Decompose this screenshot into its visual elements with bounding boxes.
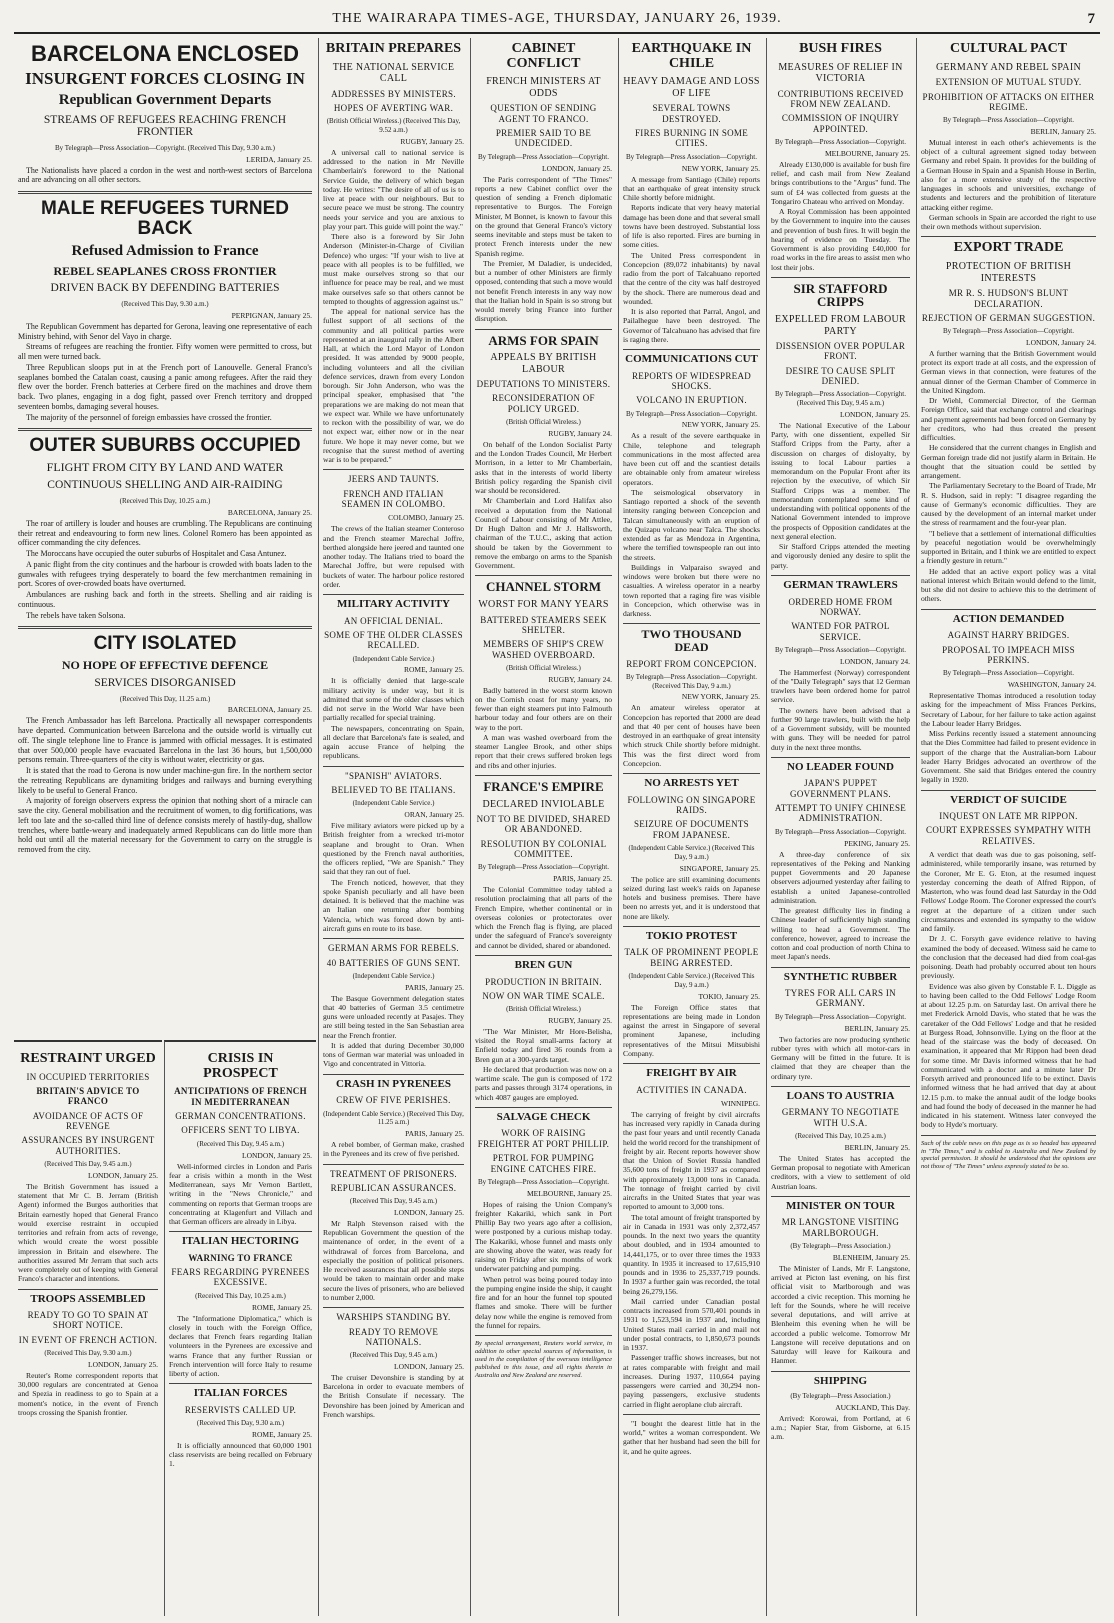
subhead: COURT EXPRESSES SYMPATHY WITH RELATIVES. [926, 825, 1091, 846]
divider [921, 609, 1096, 610]
divider [623, 926, 760, 927]
subhead: RESOLUTION BY COLONIAL COMMITTEE. [480, 838, 607, 860]
article-body: Two factories are now producing synthetic rubber tyres with which all motor-cars in Germany will be fitted in the future. It is claimed that they are cheaper than the ordinary tyre. [771, 1034, 910, 1081]
divider [771, 1196, 910, 1197]
divider [18, 428, 312, 431]
dateline: NEW YORK, January 25. [681, 692, 760, 702]
article-body: The Republican Government has departed for Gerona, leaving one representative of each Ministry behind, with Senor del Vayo in charge. Streams of refugees are reaching the frontier. Fifty women were permitted to cross, but all men were turned back. Three Republican sloops put in at the French port of Lanouvelle. General Franco's seaplanes bombed the Catalan coast, causing a panic among refugees. After the raid they flew over the border. French batteries at Cerbere fired on the machines and drove them back. Two planes, engaging in a dog fight, passed over French territory and dropped seventeen bombs, damaging several houses. The majority of the personnel of foreign embassies have crossed the frontier. [18, 321, 312, 422]
times-note: Such of the cable news on this page as is so headed has appeared in "The Times," and is cabled to Australia and New Zealand by special permission. It should be understood that the opinions are not those of "The Times" unless expressly stated to be so. [921, 1139, 1096, 1171]
credit: By Telegraph—Press Association—Copyright. [774, 827, 906, 836]
divider [18, 626, 312, 629]
credit: By Telegraph—Press Association—Copyright. (Received This Day, 9.30 a.m.) [54, 143, 276, 152]
divider [921, 236, 1096, 237]
dateline: SINGAPORE, January 25. [679, 863, 760, 873]
headline-sir-stafford-cripps: SIR STAFFORD CRIPPS [793, 280, 888, 310]
headline-communications-cut: COMMUNICATIONS CUT [625, 353, 758, 365]
dateline: RUGBY, January 25. [548, 1015, 612, 1025]
headline-german-trawlers: GERMAN TRAWLERS [783, 578, 898, 591]
subhead: IN EVENT OF FRENCH ACTION. [18, 1334, 158, 1345]
headline-tokio-protest: TOKIO PROTEST [645, 929, 738, 942]
dateline: BARCELONA, January 25. [227, 507, 312, 517]
subhead: BATTERED STEAMERS SEEK SHELTER. [480, 614, 607, 635]
divider [623, 349, 760, 350]
subhead: PETROL FOR PUMPING ENGINE CATCHES FIRE. [490, 1153, 597, 1174]
headline-cultural-pact: CULTURAL PACT [949, 41, 1068, 56]
credit: By Telegraph—Press Association—Copyright. [477, 863, 609, 872]
subhead: WARSHIPS STANDING BY. [336, 1312, 451, 1323]
divider [323, 938, 464, 939]
article-body: "The War Minister, Mr Hore-Belisha, visited the Royal small-arms factory at Enfield today and fired 36 rounds from a Bren gun at a 300-yards target. He declared that production was now on a wartime scale. The gun is composed of 172 parts and passes through 3174 operations, in which 4087 gauges are employed. [475, 1026, 612, 1102]
subhead: INSURGENT FORCES CLOSING IN [25, 69, 305, 89]
dateline: BARCELONA, January 25. [227, 705, 312, 715]
article-body: A message from Santiago (Chile) reports that an earthquake of great intensity struck Chile shortly before midnight. Reports indicate that very heavy material damage has been done and that several small towns have been destroyed. Substantial loss of life is also reported. Fires are burning in some cities. The United Press correspondent in Concepcion (89,072 inhabitants) by naval radio from the port of Talcahuano reported that the centre of the city was half destroyed by the shock. There are numerous dead and wounded. It is also reported that Parral, Angol, and Pailalhegue have been destroyed. The Governor of Talcahuano has advised that fire is raging there. [623, 174, 760, 344]
reuters-note: By special arrangement, Reuters world service, in addition to other special sources of information, is used in the compilation of the overseas intelligence published in this issue, and all rights therein in Australia and New Zealand are reserved. [475, 1340, 612, 1379]
headline-export-trade: EXPORT TRADE [953, 240, 1064, 256]
article-body: A rebel bomber, of German make, crashed in the Pyrenees and its crew of five perished. [323, 1140, 464, 1159]
subhead: DESIRE TO CAUSE SPLIT DENIED. [785, 365, 896, 387]
subhead: FOLLOWING ON SINGAPORE RAIDS. [627, 794, 756, 815]
article-body: As a result of the severe earthquake in Chile, telephone and telegraph communications in the most affected area have been cut off and the scantiest details are obtainable only from amateur wireless operators. The seismological observatory in Santiago reported a shock of the seventh intensity ranging between Concepcion and Talcan simultaneously with an eruption of the Quizapu volcano near Talca. The shocks extended as far as Mendoza in Argentina, where the terrified townspeople ran out into the streets. Buildings in Valparaiso swayed and windows were broken but there were no casualties. A wireless operator in a nearby town reported that a raging fire was visible in Concepcion, which otherwise was in darkness. [623, 431, 760, 619]
subhead: ASSURANCES BY INSURGENT AUTHORITIES. [21, 1135, 155, 1156]
credit: (Received This Day, 9.45 a.m.) [44, 1160, 132, 1169]
subhead: NOW ON WAR TIME SCALE. [482, 990, 605, 1001]
credit: By Telegraph—Press Association—Copyright. [774, 1012, 906, 1021]
headline-restraint-urged: RESTRAINT URGED [20, 1051, 156, 1066]
subhead: BRITAIN'S ADVICE TO FRANCO [36, 1086, 140, 1107]
article-body: Arrived: Korowai, from Portland, at 6 a.m.; Napier Star, from Gisborne, at 6.15 a.m. [771, 1413, 910, 1442]
subhead: DECLARED INVIOLABLE [482, 798, 605, 810]
divider [323, 766, 464, 767]
credit: By Telegraph—Press Association—Copyright. (Received This Day, 9 a.m.) [625, 672, 757, 690]
subhead: REPUBLICAN ASSURANCES. [330, 1182, 457, 1193]
masthead [14, 8, 1100, 34]
subhead: PREMIER SAID TO BE UNDECIDED. [495, 128, 592, 149]
divider [475, 955, 612, 956]
subhead: PRODUCTION IN BRITAIN. [485, 976, 602, 987]
credit: (Independent Cable Service.) (Received This Day, 11.25 a.m.) [323, 1109, 464, 1127]
subhead: PROPOSAL TO IMPEACH MISS PERKINS. [942, 644, 1075, 665]
article-body: The National Executive of the Labour Party, with one dissentient, expelled Sir Stafford Cripps from the Party, after a discussion on charges of disloyalty, by issuing to local Labour parties a memorandum on the Popular Front after its rejection by the executive, of which Sir Stafford Cripps was a member. The memorandum contemplated some kind of understanding with political opponents of the National Government intended to improve the prospects of Opposition candidates at the next general election. Sir Stafford Cripps attended the meeting and vigorously denied any desire to split the party. [771, 420, 910, 570]
divider [475, 775, 612, 776]
subhead: ATTEMPT TO UNIFY CHINESE ADMINISTRATION. [774, 803, 907, 824]
article-body: Badly battered in the worst storm known on the Cornish coast for many years, no fewer than eight steamers put into Falmouth harbour today and four others are on their way to the port. A man was washed overboard from the steamer Langlee Brook, and other ships report that their crews suffered broken legs and ribs and other injuries. [475, 685, 612, 770]
credit: By Telegraph—Press Association—Copyright. [625, 409, 757, 418]
divider [18, 191, 312, 194]
divider [475, 575, 612, 576]
dateline: NEW YORK, January 25. [681, 163, 760, 173]
article-body: The "Informatione Diplomatica," which is closely in touch with the Foreign Office, declares that French fears regarding Italian volunteers in the Pyrenees are excessive and warns France that any further Russian or French intervention will force Italy to resume liberty of action. [169, 1313, 312, 1379]
dateline: BERLIN, January 25. [844, 1023, 910, 1033]
column-cabinet-conflict [470, 38, 616, 1616]
subhead: APPEALS BY BRITISH LABOUR [490, 352, 597, 375]
subhead: READY TO REMOVE NATIONALS. [348, 1326, 439, 1347]
dateline: BLENHEIM, January 25. [832, 1252, 910, 1262]
dateline: ROME, January 25. [252, 1302, 312, 1312]
article-body: Reuter's Rome correspondent reports that 30,000 regulars are concentrated at Genoa and Spezia in readiness to go to Spain at a moment's notice, in the event of French troops crossing the Spanish frontier. [18, 1370, 158, 1417]
divider [475, 1335, 612, 1336]
credit: (British Official Wireless.) (Received This Day, 9.52 a.m.) [326, 117, 461, 135]
article-body: A further warning that the British Government would protect its export trade at all costs, and the expression of German views in that connection, were features of the annual dinner of the German Chamber of Commerce in the United Kingdom. Dr Wiehl, Commercial Director, of the German Foreign Office, said that exchange control and clearings and payment agreements had been forced on Germany by her creditors, who had thus created the present difficulties. He considered that the current changes in English and German foreign trade did not justify alarm in Britain. He thought that the situation could be settled by arrangement. The Parliamentary Secretary to the Board of Trade, Mr R. S. Hudson, said in reply: "I disagree regarding the cause of Germany's economic difficulties. They are caused by the development of an internal market under the stress of rearmament and the four-year plan. "I believe that a settlement of international difficulties by peaceful negotiation would be overwhelmingly supported in Britain, and I think we are entitled to expect a friendly gesture in return." He added that an active export policy was a vital national interest which Britain would defend to the limit, but she did not desire to achieve this to the detriment of others. [921, 348, 1097, 604]
subhead: FLIGHT FROM CITY BY LAND AND WATER [46, 460, 284, 475]
divider [623, 623, 760, 624]
article-body: "I bought the dearest little hat in the world," writes a woman correspondent. We gather that her husband had seen the bill for it, and he quite agrees. [623, 1418, 760, 1456]
column-crisis-in-prospect [164, 1040, 316, 1616]
dateline: WASHINGTON, January 24. [1007, 680, 1096, 690]
article-body: An amateur wireless operator at Concepcion has reported that 2000 are dead and that 40 per cent of houses have been destroyed in an earthquake of great intensity which struck Chile shortly before midnight. This was the first direct word from Concepcion. [623, 703, 760, 768]
divider [475, 329, 612, 330]
divider [921, 790, 1096, 791]
subhead: HOPES OF AVERTING WAR. [333, 103, 454, 114]
column-cultural-pact [916, 38, 1100, 1616]
subhead: FIRES BURNING IN SOME CITIES. [634, 128, 749, 149]
dateline: RUGBY, January 25. [400, 136, 464, 146]
article-body: Mutual interest in each other's achievements is the object of a cultural agreement signed today between Germany and rebel Spain. It provides for the building of a German House in Spain and a Spanish House in Berlin, also for a more extensive study of the respective languages in schools and universities, exchange of students and lecturers and the prohibition of literature attacking either regime. German schools in Spain are accorded the right to use their own methods without supervision. [921, 137, 1096, 232]
credit: By Telegraph—Press Association—Copyright. [774, 645, 906, 654]
headline-no-leader-found: NO LEADER FOUND [787, 760, 894, 773]
headline-crash-in-pyrenees: CRASH IN PYRENEES [336, 1077, 451, 1090]
headline-synthetic-rubber: SYNTHETIC RUBBER [783, 970, 898, 983]
dateline: LONDON, January 25. [88, 1170, 158, 1180]
article-body: Already £130,000 is available for bush fire relief, and cash mail from New Zealand brings contributions to the "Argus" fund. The sum of £4 was collected from guests at the Tongariro Chateau who arrived on Monday. A Royal Commission has been appointed by the Government to inquire into the causes and prevention of bush fires. It will begin the hearing of evidence on Tuesday. The Government is also providing £40,000 for road works in the fire areas to assist men who lost their jobs. [771, 159, 910, 272]
subhead: QUESTION OF SENDING AGENT TO FRANCO. [490, 103, 597, 124]
dateline: PARIS, January 25. [553, 874, 612, 884]
divider [771, 277, 910, 278]
subhead: DISSENSION OVER POPULAR FRONT. [775, 341, 906, 362]
column-britain-prepares [318, 38, 468, 1616]
divider [921, 1135, 1096, 1136]
subhead: GERMAN CONCENTRATIONS. [175, 1111, 306, 1122]
headline-verdict-of-suicide: VERDICT OF SUICIDE [950, 793, 1067, 806]
headline-italian-hectoring: ITALIAN HECTORING [181, 1235, 300, 1248]
credit: (Independent Cable Service.) (Received This Day, 9 a.m.) [628, 972, 755, 989]
credit: (Received This Day, 9.45 a.m.) [349, 1197, 438, 1206]
headline-cabinet-conflict: CABINET CONFLICT [506, 41, 581, 71]
subhead: SEVERAL TOWNS DESTROYED. [652, 103, 731, 124]
subhead: PROTECTION OF BRITISH INTERESTS [945, 261, 1072, 284]
headline-no-arrests-yet: NO ARRESTS YET [644, 777, 739, 790]
headline-channel-storm: CHANNEL STORM [486, 579, 601, 595]
article-body: Mr Ralph Stevenson raised with the Republican Government the question of the maintenance of order, in the event of a withdrawal of forces from Barcelona, and especially the position of political prisoners. He received assurances that all possible steps would be taken to maintain order and make secure the lives of prisoners, who are believed to number 2,000. [323, 1218, 464, 1302]
subhead: CONTRIBUTIONS RECEIVED FROM NEW ZEALAND. [777, 88, 904, 110]
subhead: NO HOPE OF EFFECTIVE DEFENCE [61, 658, 269, 673]
subhead: FRENCH MINISTERS AT ODDS [486, 76, 601, 99]
dateline: ROME, January 25. [404, 665, 464, 675]
subhead: JEERS AND TAUNTS. [348, 474, 439, 485]
article-body: The United States has accepted the German proposal to negotiate with American creditors, with a view to settlement of old Austrian loans. [771, 1153, 910, 1191]
divider [169, 1383, 312, 1384]
credit: (Received This Day, 9.45 a.m.) [349, 1351, 438, 1360]
dateline: BERLIN, January 25. [1030, 126, 1096, 136]
divider [323, 469, 464, 470]
credit: (Independent Cable Service.) [352, 654, 435, 663]
credit: (Received This Day, 9.45 a.m.) [196, 1139, 285, 1148]
credit: (Received This Day, 10.25 a.m.) [119, 497, 211, 506]
credit: (Independent Cable Service.) [352, 799, 435, 808]
credit: By Telegraph—Press Association—Copyright. [477, 152, 609, 161]
dateline: MELBOURNE, January 25. [527, 1188, 612, 1198]
divider [771, 1086, 910, 1087]
subhead: TYRES FOR ALL CARS IN GERMANY. [785, 988, 896, 1009]
subhead: 40 BATTERIES OF GUNS SENT. [326, 957, 461, 968]
subhead: READY TO GO TO SPAIN AT SHORT NOTICE. [27, 1310, 149, 1331]
subhead: SERVICES DISORGANISED [94, 676, 236, 689]
subhead: MEASURES OF RELIEF IN VICTORIA [778, 61, 903, 85]
divider [475, 1107, 612, 1108]
article-body: The cruiser Devonshire is standing by at Barcelona in order to evacuate members of the British Consulate if necessary. The Devonshire has been joined by American and French warships. [323, 1372, 464, 1419]
subhead: GERMANY AND REBEL SPAIN [936, 61, 1081, 73]
dateline: TOKIO, January 25. [698, 991, 760, 1001]
divider [771, 1371, 910, 1372]
subhead: MR R. S. HUDSON'S BLUNT DECLARATION. [948, 288, 1069, 309]
headline-britain-prepares: BRITAIN PREPARES [325, 41, 462, 56]
credit: By Telegraph—Press Association—Copyright. [625, 152, 757, 161]
subhead: TALK OF PROMINENT PEOPLE BEING ARRESTED. [624, 947, 759, 968]
article-body: The Hammerfest (Norway) correspondent of the "Daily Telegraph" says that 12 German trawlers have been ordered home for patrol service. The owners have been advised that a further 90 large trawlers, built with the help of a Government subsidy, will be mounted with guns. They will be needed for patrol duty in the next three months. [771, 667, 910, 752]
dateline: PERPIGNAN, January 25. [231, 310, 312, 320]
subhead: RESERVISTS CALLED UP. [184, 1404, 297, 1415]
credit: (Received This Day, 10.25 a.m.) [795, 1132, 886, 1141]
credit: (Received This Day, 9.30 a.m.) [44, 1349, 132, 1358]
subhead: REPORT FROM CONCEPCION. [626, 658, 757, 669]
credit: (By Telegraph—Press Association.) [790, 1392, 891, 1401]
dateline: LONDON, January 25. [542, 163, 612, 173]
dateline: LONDON, January 24. [840, 656, 910, 666]
dateline: RUGBY, January 24. [548, 674, 612, 684]
divider [323, 1307, 464, 1308]
dateline: AUCKLAND, This Day. [835, 1402, 910, 1412]
credit: (Independent Cable Service.) [352, 971, 435, 980]
dateline: LONDON, January 24. [1026, 337, 1096, 347]
subhead: WORK OF RAISING FREIGHTER AT PORT PHILLIP. [477, 1128, 610, 1149]
subhead: FRENCH AND ITALIAN SEAMEN IN COLOMBO. [341, 488, 446, 510]
subhead: JAPAN'S PUPPET GOVERNMENT PLANS. [790, 778, 891, 799]
subhead: REPORTS OF WIDESPREAD SHOCKS. [631, 370, 752, 391]
dateline: ORAN, January 25. [404, 810, 464, 820]
article-body: The roar of artillery is louder and houses are crumbling. The Republicans are continuing their retreat and endeavouring to form new lines. Colonel Romero has been appointed as officer commanding the city defences. The Moroccans have occupied the outer suburbs of Hospitalet and Casa Antunez. A panic flight from the city continues and the harbour is crowded with boats laden to the gunwales with refugees trying desperately to board the few merchantmen remaining in port. Scores of over-crowded boats have overturned. Ambulances are rushing back and forth in the streets. Shelling and air raiding is continuous. The rebels have taken Solsona. [18, 518, 312, 620]
article-body: Representative Thomas introduced a resolution today asking for the impeachment of Miss Frances Perkins, Secretary of Labour, for her failure to take action against the Labour leader Harry Bridges. Miss Perkins recently issued a statement announcing that the Dies Committee had failed to present evidence in support of the charge that the Australian-born Labour leader Harry Bridges advocated an overthrow of the Government. She said that Bridges entered the country legally in 1920. [921, 691, 1096, 785]
column-barcelona [14, 38, 316, 1073]
credit: (Received This Day, 10.25 a.m.) [195, 1291, 286, 1300]
subhead: IN OCCUPIED TERRITORIES [26, 1071, 150, 1082]
credit: (Received This Day, 9.30 a.m.) [196, 1419, 285, 1428]
credit: By Telegraph—Press Association—Copyright. (Received This Day, 9.45 a.m.) [774, 390, 906, 408]
divider [18, 1289, 158, 1290]
divider [169, 1231, 312, 1232]
subhead: REBEL SEAPLANES CROSS FRONTIER [53, 263, 277, 278]
subhead: SEIZURE OF DOCUMENTS FROM JAPANESE. [633, 819, 749, 840]
subhead: AVOIDANCE OF ACTS OF REVENGE [32, 1110, 144, 1132]
subhead: BELIEVED TO BE ITALIANS. [331, 785, 456, 796]
article-body: The British Government has issued a statement that Mr C. B. Jerram (British Agent) informed the Burgos authorities that Britain earnestly hoped that General Franco would exercise restraint in occupied territories and refrain from acts of revenge, which would create the worst possible impression in Britain and elsewhere. The authorities assured Mr Jerram that such acts were completely out of keeping with General Franco's character and intentions. [18, 1181, 158, 1284]
subhead: EXTENSION OF MUTUAL STUDY. [935, 77, 1082, 88]
subhead: Refused Admission to France [71, 243, 259, 260]
article-body: The crews of the Italian steamer Conteroso and the French steamer Marechal Joffre, berthed alongside here jeered and taunted one another today. The Italians tried to board the Marechal Joffre, but were repulsed with buckets of water. The harbour police restored order. [323, 524, 464, 589]
article-body: The French Ambassador has left Barcelona. Practically all newspaper correspondents have departed. Communication between Barcelona and the outside world is virtually cut off. The single telephone line to France is jammed with official messages. It is estimated that over 500,000 people have evacuated Barcelona in the last 36 hours, but 1,500,000 persons remain. Three-quarters of the city is without water, electricity or gas. It is stated that the road to Gerona is now under machine-gun fire. In the northern sector the retreating Republicans are dynamiting bridges and railways and burning everything likely to be useful to General Franco. A majority of foreign observers express the opinion that nothing short of a miracle can save the city. General mobilisation and the recruitment of women, to dig fortifications, was left too late and the so-called third line of defence consists merely of hastily-dug, shallow trenches, where battle-weary and inadequately armed Republicans can do little more than hold out until all the material necessary for the Government to carry on the struggle is removed from the city. [18, 716, 312, 855]
article-body: Well-informed circles in London and Paris fear a crisis within a month in the West Mediterranean, says Mr Vernon Bartlett, writing in the "News Chronicle," and commenting on reports that German troops are concentrating at Klagenfurt and Villach and that German officers are already in Libya. [169, 1161, 312, 1226]
article-body: The Basque Government delegation states that 40 batteries of German 3.5 centimetre guns were unloaded recently at Pasajes. They are still being tested in the San Sebastian area near the French frontier. It is added that during December 30,000 tons of German war material was unloaded in Vigo and concentrated in Vittoria. [323, 993, 464, 1069]
subhead: GERMAN ARMS FOR REBELS. [328, 943, 459, 954]
page-number: 7 [1087, 11, 1096, 27]
subhead: EXPELLED FROM LABOUR PARTY [774, 314, 906, 337]
subhead: CREW OF FIVE PERISHES. [336, 1095, 451, 1106]
subhead: AGAINST HARRY BRIDGES. [947, 630, 1070, 641]
headline-city-isolated: CITY ISOLATED [93, 633, 237, 655]
divider [771, 757, 910, 758]
subhead: HEAVY DAMAGE AND LOSS OF LIFE [623, 76, 760, 99]
subhead: VOLCANO IN ERUPTION. [636, 395, 747, 406]
dateline: PARIS, January 25. [405, 1129, 464, 1138]
headline-military-activity: MILITARY ACTIVITY [337, 598, 450, 611]
article-body: A three-day conference of six representatives of the Peking and Nanking puppet Governments and 20 Japanese observers adjourned yesterday after failing to establish a united Japanese-controlled administration. The greatest difficulty lies in finding a Chinese leader of sufficiently high standing willing to head a Government. The conference, however, agreed to increase the cotton and coal production of north China to meet Japan's needs. [771, 849, 910, 962]
divider [323, 1164, 464, 1165]
dateline: RUGBY, January 24. [548, 428, 612, 438]
credit: (British Official Wireless.) [506, 1005, 581, 1014]
subhead: TREATMENT OF PRISONERS. [329, 1168, 457, 1179]
article-body: The Colonial Committee today tabled a resolution proclaiming that all parts of the French Empire, whether continental or in overseas colonies or protectorates over which the French flag is flying, are placed under the safeguard of France's sovereignty and cannot be divided, shared or abandoned. [475, 885, 612, 950]
headline-minister-on-tour: MINISTER ON TOUR [785, 1199, 895, 1212]
headline-crisis-in-prospect: CRISIS IN PROSPECT [203, 1051, 278, 1081]
article-body: The police are still examining documents seized during last week's raids on Japanese hotels and business premises. There have been no arrests yet, and it is understood that none are likely. [623, 874, 760, 921]
subhead: OFFICERS SENT TO LIBYA. [181, 1125, 300, 1136]
headline-freight-by-air: FREIGHT BY AIR [646, 1067, 737, 1080]
dateline: WINNIPEG. [721, 1098, 760, 1108]
subhead: DEPUTATIONS TO MINISTERS. [476, 379, 611, 390]
article-body: A verdict that death was due to gas poisoning, self-administered, while temporarily insane, was returned by the Coroner, Mr E. G. Eton, at the resumed inquest yesterday concerning the death of Alfred Rippon, of Masterton, who was found dead last Saturday in the Odd Fellows' Lodge Room. The Coroner expressed the court's regret at the departure of a citizen under such circumstances and extended its sympathy to the widow and family. Dr J. C. Forsyth gave evidence relative to having examined the body of deceased. Witness said he came to the conclusion that the deceased had died from coal-gas poisoning. Death had probably occurred about ten hours previously. Evidence was also given by Constable F. L. Diggle as to having been called to the Odd Fellows' Lodge Room at about 12.25 p.m. on Saturday last. On arrival there he met Frederick Arnold Davis, who stated that he was the caretaker of the Odd Fellows' Lodge and that he resided at Burgess Road, Johnsonville. Lying on the floor at the head of the staircase was the body of deceased. On examination, it appeared that Mr Rippon had been dead for some time. Mr Davis informed witness that he had communicated with a doctor and a minute later Dr Forsyth arrived and pronounced life to be extinct. Davis informed witness that he had arrived that day at about 12.15 p.m. to make the annual audit of the lodge books and had found the body of deceased in the manner he had indicated in his statement. Witness later conveyed the body to Hyde's mortuary. [921, 850, 1096, 1130]
article-body: The Paris correspondent of "The Times" reports a new Cabinet conflict over the question of sending a French diplomatic representative to Burgos. The Foreign Minister, M Bonnet, is known to favour this on the ground that General Franco's victory seems inevitable and steps must be taken to protect French interests under the new Spanish regime. The Premier, M Daladier, is undecided, but a number of other Ministers are firmly opposed, contending that such a move would not benefit French interests in any way now that the Italian hold in Spain is so strong but would merely bring France into further disruption. [475, 174, 612, 324]
dateline: LONDON, January 25. [394, 1361, 464, 1371]
headline-action-demanded: ACTION DEMANDED [952, 612, 1065, 625]
headline-bren-gun: BREN GUN [514, 958, 573, 971]
dateline: LONDON, January 25. [242, 1150, 312, 1160]
dateline: PEKING, January 25. [844, 838, 910, 848]
headline-frances-empire: FRANCE'S EMPIRE [483, 778, 604, 794]
subhead: WARNING TO FRANCE [188, 1252, 293, 1263]
dateline: LONDON, January 25. [88, 1359, 158, 1369]
subhead: REJECTION OF GERMAN SUGGESTION. [921, 312, 1096, 323]
divider [623, 773, 760, 774]
headline-loans-to-austria: LOANS TO AUSTRIA [786, 1089, 895, 1102]
divider [323, 1074, 464, 1075]
credit: (Received This Day, 9.30 a.m.) [121, 300, 209, 309]
dateline: NEW YORK, January 25. [681, 420, 760, 430]
subhead: Republican Government Departs [58, 91, 272, 108]
dateline: COLOMBO, January 25. [388, 513, 464, 523]
divider [323, 594, 464, 595]
subhead: WANTED FOR PATROL SERVICE. [791, 621, 890, 642]
credit: (British Official Wireless.) [506, 418, 581, 427]
subhead: THE NATIONAL SERVICE CALL [332, 61, 455, 85]
subhead: DRIVEN BACK BY DEFENDING BATTERIES [50, 282, 280, 295]
headline-earthquake-in-chile: EARTHQUAKE IN CHILE [631, 41, 752, 71]
subhead: ANTICIPATIONS OF FRENCH IN MEDITERRANEAN [174, 1086, 307, 1107]
article-body: The Minister of Lands, Mr F. Langstone, arrived at Picton last evening, on his first official visit to Marlborough and was accorded a civic reception. This morning he left for the Sounds, where he will receive several deputations, and will arrive at Blenheim this evening when he will be accorded a public welcome. Tomorrow Mr Langstone will receive deputations and on Saturday will leave for Kaikoura and Hanmer. [771, 1263, 910, 1366]
credit: By Telegraph—Press Association—Copyright. [942, 116, 1074, 125]
column-bush-fires [766, 38, 914, 1616]
credit: (Received This Day, 11.25 a.m.) [119, 694, 211, 703]
dateline: LONDON, January 25. [840, 409, 910, 419]
credit: By Telegraph—Press Association—Copyright. [942, 669, 1074, 678]
article-body: On behalf of the London Socialist Party and the London Trades Council, Mr Herbert Morrison, in a letter to Mr Chamberlain, asks that in the interests of world liberty British policy regarding the Spanish civil war should be reconsidered. Mr Chamberlain and Lord Halifax also received a deputation from the National Council of Labour consisting of Mr Attlee, Dr Hugh Dalton and Mr J. Hallsworth, chairman of the T.U.C., asking that action should be taken by the Government to remove the embargo on arms to the Spanish Government. [475, 439, 612, 571]
article-body: It is officially denied that large-scale military activity is under way, but it is admitted that some of the older classes which did not serve in the World War have been partially recalled for special training. The newspapers, concentrating on Spain, all declare that Barcelona's fate is sealed, and again accuse France of helping the republicans. [323, 676, 464, 761]
article-body: It is officially announced that 60,000 1901 class reservists are being recalled on February 1. [169, 1440, 312, 1469]
dateline: LONDON, January 25. [394, 1207, 464, 1217]
subhead: RECONSIDERATION OF POLICY URGED. [492, 393, 595, 414]
divider [771, 967, 910, 968]
subhead: STREAMS OF REFUGEES REACHING FRENCH FRONTIER [43, 113, 287, 139]
subhead: ADDRESSES BY MINISTERS. [331, 88, 456, 99]
subhead: FEARS REGARDING PYRENEES EXCESSIVE. [171, 1267, 310, 1288]
subhead: CONTINUOUS SHELLING AND AIR-RAIDING [47, 479, 283, 492]
column-earthquake [618, 38, 764, 1616]
headline-shipping: SHIPPING [813, 1374, 868, 1387]
headline-male-refugees: MALE REFUGEES TURNED BACK [40, 198, 290, 240]
headline-salvage-check: SALVAGE CHECK [496, 1110, 591, 1123]
column-restraint-urged [14, 1040, 162, 1616]
dateline: PARIS, January 25. [405, 982, 464, 992]
article-body: The Foreign Office states that representations are being made in London against the arrest in Singapore of several prominent Japanese, including representatives of the Mitsui Mitsubishi Company. [623, 1002, 760, 1058]
dateline: BERLIN, January 25. [844, 1142, 910, 1152]
subhead: NOT TO BE DIVIDED, SHARED OR ABANDONED. [476, 814, 611, 835]
divider [623, 1414, 760, 1415]
headline-troops-assembled: TROOPS ASSEMBLED [30, 1292, 146, 1305]
dateline: LERIDA, January 25. [246, 154, 312, 164]
subhead: PROHIBITION OF ATTACKS ON EITHER REGIME. [922, 91, 1095, 112]
article-body: A universal call to national service is addressed to the nation in Mr Neville Chamberlain's foreword to the National Service Guide, the delivery of which began today. He writes: "The desire of all of us is to live at peace with our neighbours. But to secure peace we must be strong. The country needs your service and you are anxious to play your part. This guide will point the way." There also is a foreword by Sir John Anderson (Minister-in-Charge of Civilian Defence) who urges: "If your wish to live at peace with all peoples is to be fulfilled, we must make ourselves strong so that our influence for peace may be real, and we must make ourselves safe so that others cannot be tempted to thoughts of aggression against us." The appeal for national service has the fullest support of all sections of the community and all political parties were represented at an inaugural rally in the Albert Hall, at which the Lord Mayor of London presided. It was attended by 9000 people, including volunteers and all the civilian defence services, drawn from every London borough. Sir John Anderson, who was the principal speaker, emphasised that "the preparations we are making do not mean that we expect war. While we have unfortunately to reckon with the possibility of war, we do not expect war, either now or in the near future. We hope it may never come, but we recognise that the surest method of averting war is to be prepared." [323, 147, 464, 465]
subhead: ACTIVITIES IN CANADA. [636, 1084, 747, 1095]
credit: By Telegraph—Press Association—Copyright. [477, 1177, 609, 1186]
dateline: ROME, January 25. [252, 1429, 312, 1439]
article-body: The Nationalists have placed a cordon in the west and north-west sectors of Barcelona and are advancing on all other sectors. [18, 165, 312, 185]
masthead-title: THE WAIRARAPA TIMES-AGE, THURSDAY, JANUARY 26, 1939. [332, 11, 782, 26]
headline-bush-fires: BUSH FIRES [799, 41, 882, 56]
subhead: INQUEST ON LATE MR RIPPON. [939, 811, 1078, 822]
article-body: Hopes of raising the Union Company's freighter Kakariki, which sank in Port Phillip Bay two years ago after a collision, were postponed by a curious mishap today. The Kakariki, whose funnel and masts only are showing above the water, was ready for raising on Friday after six months of work underwater patching and pumping. When petrol was being poured today into the pumping engine inside the ship, it caught fire and for an hour the funnel top spouted flames and smoke. There will be further delay now while the engine is removed from the funnel for repairs. [475, 1199, 612, 1330]
credit: (Independent Cable Service.) (Received This Day, 9 a.m.) [628, 844, 755, 861]
article-body: Five military aviators were picked up by a British freighter from a wrecked tri-motor seaplane and brought to Oran. When questioned by the French naval authorities, the officers replied, "We are Spanish." They said that they ran out of fuel. The French noticed, however, that they spoke Spanish peculiarly and all have been detained. It is believed that the machine was an Italian one returning after bombing Valencia, which was forced down by anti-aircraft guns en route to its base. [323, 821, 464, 933]
subhead: ORDERED HOME FROM NORWAY. [788, 596, 893, 617]
divider [623, 1063, 760, 1064]
subhead: WORST FOR MANY YEARS [478, 599, 609, 611]
subhead: MEMBERS OF SHIP'S CREW WASHED OVERBOARD. [483, 639, 604, 660]
credit: By Telegraph—Press Association—Copyright. [774, 138, 906, 147]
headline-barcelona: BARCELONA ENCLOSED [30, 41, 300, 66]
credit: By Telegraph—Press Association—Copyright. [942, 327, 1074, 336]
headline-italian-forces: ITALIAN FORCES [193, 1387, 288, 1400]
headline-two-thousand-dead: TWO THOUSAND DEAD [641, 627, 742, 654]
credit: (British Official Wireless.) [506, 663, 581, 672]
headline-arms-for-spain: ARMS FOR SPAIN [488, 332, 599, 348]
subhead: GERMANY TO NEGOTIATE WITH U.S.A. [781, 1107, 900, 1128]
divider [771, 575, 910, 576]
subhead: MR LANGSTONE VISITING MARLBOROUGH. [781, 1217, 900, 1238]
subhead: SOME OF THE OLDER CLASSES RECALLED. [324, 630, 463, 651]
subhead: "SPANISH" AVIATORS. [345, 770, 442, 781]
subhead: COMMISSION OF INQUIRY APPOINTED. [781, 113, 900, 134]
headline-outer-suburbs: OUTER SUBURBS OCCUPIED [29, 435, 301, 457]
subhead: AN OFFICIAL DENIAL. [343, 615, 444, 626]
article-body: The carrying of freight by civil aircrafts has increased very rapidly in Canada during the past four years and until recently Canada held the world record for the transhipment of freight by air. Recent reports however show that the Union of Soviet Russia handled 35,600 tons of freight in 1937 as compared with approximately 13,000 tons in Canada. The tonnage of freight carried by civil aircrafts in the United States that year was reported to amount to 3,000 tons. The total amount of freight transported by air in Canada in 1931 was only 2,372,457 pounds. In the next two years the quantity about doubled, and in 1934 amounted to 14,441,175, or to over three times the 1933 quantity. In 1935 it increased to 17,615,910 pounds and in 1936 to 25,337,719 pounds. In 1937 a further gain was recorded, the total being 26,279,156. Mail carried under Canadian postal contracts increased from 570,401 pounds in 1931 to 1,523,594 in 1937 and, including United States mail carried in and mail not under postal contracts, to 1,850,673 pounds in 1937. Passenger traffic shows increases, but not at rates comparable with freight and mail increases. During 1937, 110,664 paying passengers were carried and 30,294 non-paying passengers, exclusive students carried in flight aeroplane club aircraft. [623, 1109, 760, 1409]
dateline: MELBOURNE, January 25. [825, 148, 910, 158]
credit: (By Telegraph—Press Association.) [790, 1242, 891, 1251]
